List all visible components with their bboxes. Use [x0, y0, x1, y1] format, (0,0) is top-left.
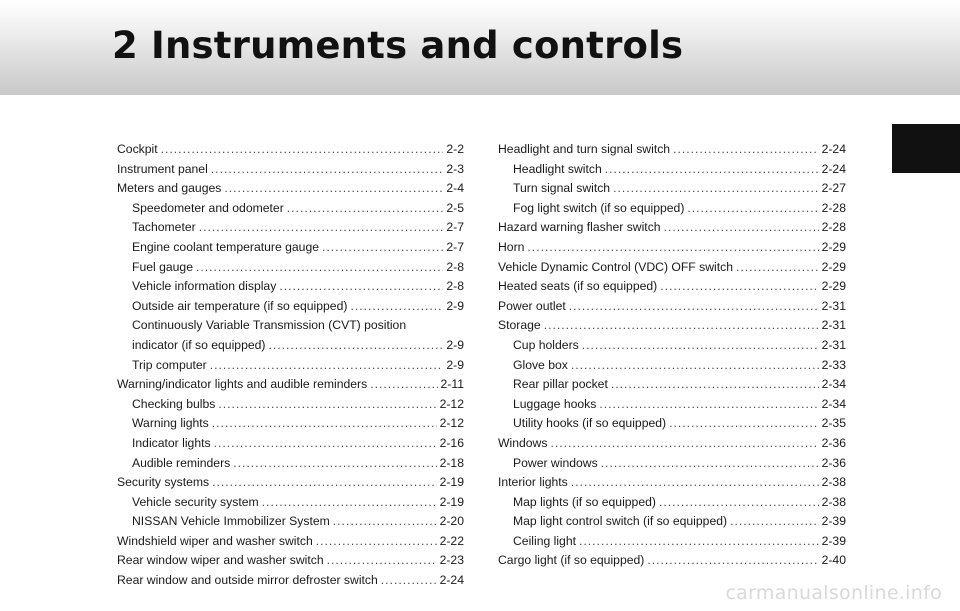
toc-entry-title: Turn signal switch: [513, 181, 611, 196]
toc-entry-page: 2-22: [439, 533, 464, 548]
toc-entry-title: Horn: [498, 239, 525, 254]
toc-entry-title: Vehicle information display: [132, 279, 277, 294]
dot-leader: [613, 179, 819, 199]
dot-leader: [599, 395, 818, 415]
toc-entry-title: Power windows: [513, 455, 598, 470]
toc-entry-title: Luggage hooks: [513, 396, 597, 411]
toc-entry-page: 2-33: [821, 357, 846, 372]
dot-leader: [659, 493, 819, 513]
dot-leader: [687, 199, 818, 219]
toc-entry[interactable]: [117, 160, 464, 180]
dot-leader: [660, 277, 818, 297]
toc-entry-title: Continuously Variable Transmission (CVT) position: [132, 318, 407, 333]
toc-entry-title: Cargo light (if so equipped): [498, 553, 645, 568]
toc-subentry[interactable]: [117, 454, 464, 474]
toc-entry-title: Trip computer: [132, 357, 207, 372]
toc-entry-page: 2-35: [821, 416, 846, 431]
toc-entry-title: Headlight switch: [513, 161, 602, 176]
toc-subentry[interactable]: [498, 414, 846, 434]
toc-entry-title: Instrument panel: [117, 161, 208, 176]
toc-subentry[interactable]: [498, 160, 846, 180]
toc-entry-title: Interior lights: [498, 475, 568, 490]
toc-entry-page: 2-31: [821, 318, 846, 333]
toc-entry-title: Tachometer: [132, 220, 196, 235]
toc-entry[interactable]: [498, 258, 846, 278]
toc-entry-title: Cup holders: [513, 337, 579, 352]
toc-entry-page: 2-36: [821, 435, 846, 450]
toc-subentry[interactable]: [117, 512, 464, 532]
dot-leader: [611, 375, 819, 395]
toc-entry-title: Indicator lights: [132, 435, 211, 450]
toc-subentry[interactable]: [117, 395, 464, 415]
toc-entry[interactable]: [498, 238, 846, 258]
dot-leader: [664, 218, 819, 238]
toc-entry-page: 2-23: [439, 553, 464, 568]
dot-leader: [647, 551, 818, 571]
toc-subentry[interactable]: [117, 199, 464, 219]
dot-leader: [268, 336, 443, 356]
toc-entry-page: 2-2: [446, 142, 464, 156]
toc-subentry[interactable]: [498, 179, 846, 199]
toc-subentry[interactable]: [117, 258, 464, 278]
dot-leader: [605, 160, 819, 180]
toc-entry-title: Checking bulbs: [132, 396, 216, 411]
toc-entry-title: Rear pillar pocket: [513, 377, 608, 392]
dot-leader: [224, 179, 443, 199]
toc-subentry[interactable]: [498, 512, 846, 532]
toc-entry-title: NISSAN Vehicle Immobilizer System: [132, 514, 330, 529]
dot-leader: [262, 493, 437, 513]
toc-entry-title: Cockpit: [117, 142, 158, 156]
dot-leader: [322, 238, 443, 258]
toc-entry-page: 2-11: [440, 377, 464, 392]
dot-leader: [333, 512, 437, 532]
toc-entry-title: Rear window and outside mirror defroster switch: [117, 573, 378, 588]
toc-entry-page: 2-31: [821, 298, 846, 313]
toc-entry[interactable]: [117, 571, 464, 591]
toc-entry-page: 2-38: [821, 475, 846, 490]
toc-entry-page: 2-7: [446, 239, 464, 254]
toc-entry[interactable]: [117, 473, 464, 493]
dot-leader: [601, 454, 819, 474]
toc-entry-page: 2-29: [821, 259, 846, 274]
dot-leader: [199, 218, 444, 238]
toc-subentry[interactable]: [117, 238, 464, 258]
toc-entry-title: Engine coolant temperature gauge: [132, 239, 320, 254]
toc-entry-page: 2-24: [821, 142, 846, 156]
toc-entry-title: Warning/indicator lights and audible reminders: [117, 377, 368, 392]
toc-entry-title: Meters and gauges: [117, 181, 222, 196]
toc-entry-page: 2-19: [439, 494, 464, 509]
toc-entry-title: Vehicle security system: [132, 494, 259, 509]
toc-subentry[interactable]: [117, 414, 464, 434]
chapter-title: 2 Instruments and controls: [112, 24, 684, 67]
toc-subentry[interactable]: [117, 297, 464, 317]
toc-entry-page: 2-9: [446, 337, 464, 352]
toc-entry-title: Audible reminders: [132, 455, 231, 470]
toc-entry-title: Windows: [498, 435, 548, 450]
dot-leader: [210, 356, 444, 376]
toc-subentry[interactable]: [498, 199, 846, 219]
toc-entry-page: 2-8: [446, 279, 464, 294]
toc-subentry[interactable]: [498, 375, 846, 395]
toc-entry[interactable]: [117, 532, 464, 552]
toc-entry-page: 2-19: [439, 475, 464, 490]
dot-leader: [544, 316, 819, 336]
toc-subentry[interactable]: [498, 493, 846, 513]
toc-entry-title: Warning lights: [132, 416, 209, 431]
toc-entry-title: Vehicle Dynamic Control (VDC) OFF switch: [498, 259, 734, 274]
toc-entry-page: 2-39: [821, 533, 846, 548]
toc-entry-title: Hazard warning flasher switch: [498, 220, 661, 235]
toc-entry[interactable]: [498, 297, 846, 317]
toc-entry[interactable]: [117, 316, 464, 355]
toc-entry-page: 2-34: [821, 396, 846, 411]
toc-entry-page: 2-34: [821, 377, 846, 392]
toc-entry-page: 2-9: [446, 357, 464, 372]
toc-entry-page: 2-29: [821, 239, 846, 254]
toc-entry-page: 2-5: [446, 200, 464, 215]
dot-leader: [161, 140, 444, 160]
toc-entry-page: 2-29: [821, 279, 846, 294]
dot-leader: [673, 140, 819, 160]
watermark: carmanualsonline.info: [725, 582, 942, 604]
toc-entry[interactable]: [117, 551, 464, 571]
toc-entry[interactable]: [498, 473, 846, 493]
dot-leader: [669, 414, 819, 434]
toc-subentry[interactable]: [498, 454, 846, 474]
dot-leader: [579, 532, 819, 552]
dot-leader: [550, 434, 818, 454]
toc-entry-title: Map light control switch (if so equipped): [513, 514, 728, 529]
dot-leader: [571, 473, 819, 493]
toc-entry[interactable]: [498, 277, 846, 297]
toc-entry-page: 2-28: [821, 220, 846, 235]
toc-subentry[interactable]: [498, 395, 846, 415]
toc-entry[interactable]: [498, 434, 846, 454]
dot-leader: [730, 512, 819, 532]
dot-leader: [233, 454, 436, 474]
toc-left-column: [117, 140, 464, 591]
toc-entry-title: Security systems: [117, 475, 210, 490]
toc-entry-title: Windshield wiper and washer switch: [117, 533, 313, 548]
toc-entry[interactable]: [498, 140, 846, 160]
toc-entry-title: Ceiling light: [513, 533, 577, 548]
toc-entry-page: 2-7: [446, 220, 464, 235]
toc-entry-page: 2-8: [446, 259, 464, 274]
toc-entry[interactable]: [498, 316, 846, 336]
dot-leader: [569, 297, 819, 317]
toc-subentry[interactable]: [117, 493, 464, 513]
toc-entry-page: 2-9: [446, 298, 464, 313]
toc-entry[interactable]: [498, 218, 846, 238]
toc-entry-page: 2-38: [821, 494, 846, 509]
chapter-tab-marker: [892, 124, 960, 173]
toc-entry-page: 2-20: [439, 514, 464, 529]
toc-subentry[interactable]: [498, 356, 846, 376]
toc-entry-page: 2-12: [439, 416, 464, 431]
toc-entry-page: 2-16: [439, 435, 464, 450]
toc-entry-page: 2-18: [439, 455, 464, 470]
dot-leader: [211, 160, 444, 180]
toc-entry-title: Outside air temperature (if so equipped): [132, 298, 348, 313]
toc-entry-title: Rear window wiper and washer switch: [117, 553, 324, 568]
dot-leader: [279, 277, 443, 297]
toc-entry-page: 2-24: [439, 573, 464, 588]
toc-entry-title: Headlight and turn signal switch: [498, 142, 671, 156]
toc-subentry[interactable]: [117, 434, 464, 454]
dot-leader: [316, 532, 437, 552]
toc-entry-page: 2-3: [446, 161, 464, 176]
toc-entry-title: Glove box: [513, 357, 568, 372]
dot-leader: [582, 336, 819, 356]
dot-leader: [527, 238, 818, 258]
toc-entry-page: 2-31: [821, 337, 846, 352]
toc-entry-title: Utility hooks (if so equipped): [513, 416, 667, 431]
toc-entry-title: Speedometer and odometer: [132, 200, 284, 215]
toc-subentry[interactable]: [117, 356, 464, 376]
dot-leader: [327, 551, 437, 571]
dot-leader: [736, 258, 819, 278]
toc-subentry[interactable]: [498, 532, 846, 552]
toc-entry-page: 2-40: [821, 553, 846, 568]
dot-leader: [370, 375, 437, 395]
toc-entry-page: 2-4: [446, 181, 464, 196]
toc-entry-page: 2-12: [439, 396, 464, 411]
dot-leader: [350, 297, 443, 317]
toc-entry-page: 2-39: [821, 514, 846, 529]
toc-entry-title: Storage: [498, 318, 541, 333]
dot-leader: [287, 199, 444, 219]
toc-entry[interactable]: [498, 551, 846, 571]
toc-entry-title: Fog light switch (if so equipped): [513, 200, 685, 215]
toc-entry[interactable]: [117, 375, 464, 395]
toc-entry-title-cont: indicator (if so equipped): [132, 337, 266, 352]
toc-entry-page: 2-27: [821, 181, 846, 196]
toc-subentry[interactable]: [498, 336, 846, 356]
dot-leader: [381, 571, 437, 591]
toc-subentry[interactable]: [117, 218, 464, 238]
dot-leader: [218, 395, 436, 415]
toc-entry-title: Heated seats (if so equipped): [498, 279, 658, 294]
toc-entry[interactable]: [117, 140, 464, 160]
toc-entry-page: 2-24: [821, 161, 846, 176]
toc-entry[interactable]: [117, 179, 464, 199]
dot-leader: [571, 356, 819, 376]
toc-subentry[interactable]: [117, 277, 464, 297]
dot-leader: [212, 414, 437, 434]
toc-entry-title: Fuel gauge: [132, 259, 193, 274]
chapter-title-bar: [0, 0, 960, 95]
toc-entry-title: Map lights (if so equipped): [513, 494, 656, 509]
dot-leader: [212, 473, 436, 493]
toc-entry-title: Power outlet: [498, 298, 566, 313]
toc-entry-page: 2-36: [821, 455, 846, 470]
toc-entry-page: 2-28: [821, 200, 846, 215]
dot-leader: [214, 434, 437, 454]
toc-right-column: [498, 140, 846, 571]
dot-leader: [196, 258, 443, 278]
